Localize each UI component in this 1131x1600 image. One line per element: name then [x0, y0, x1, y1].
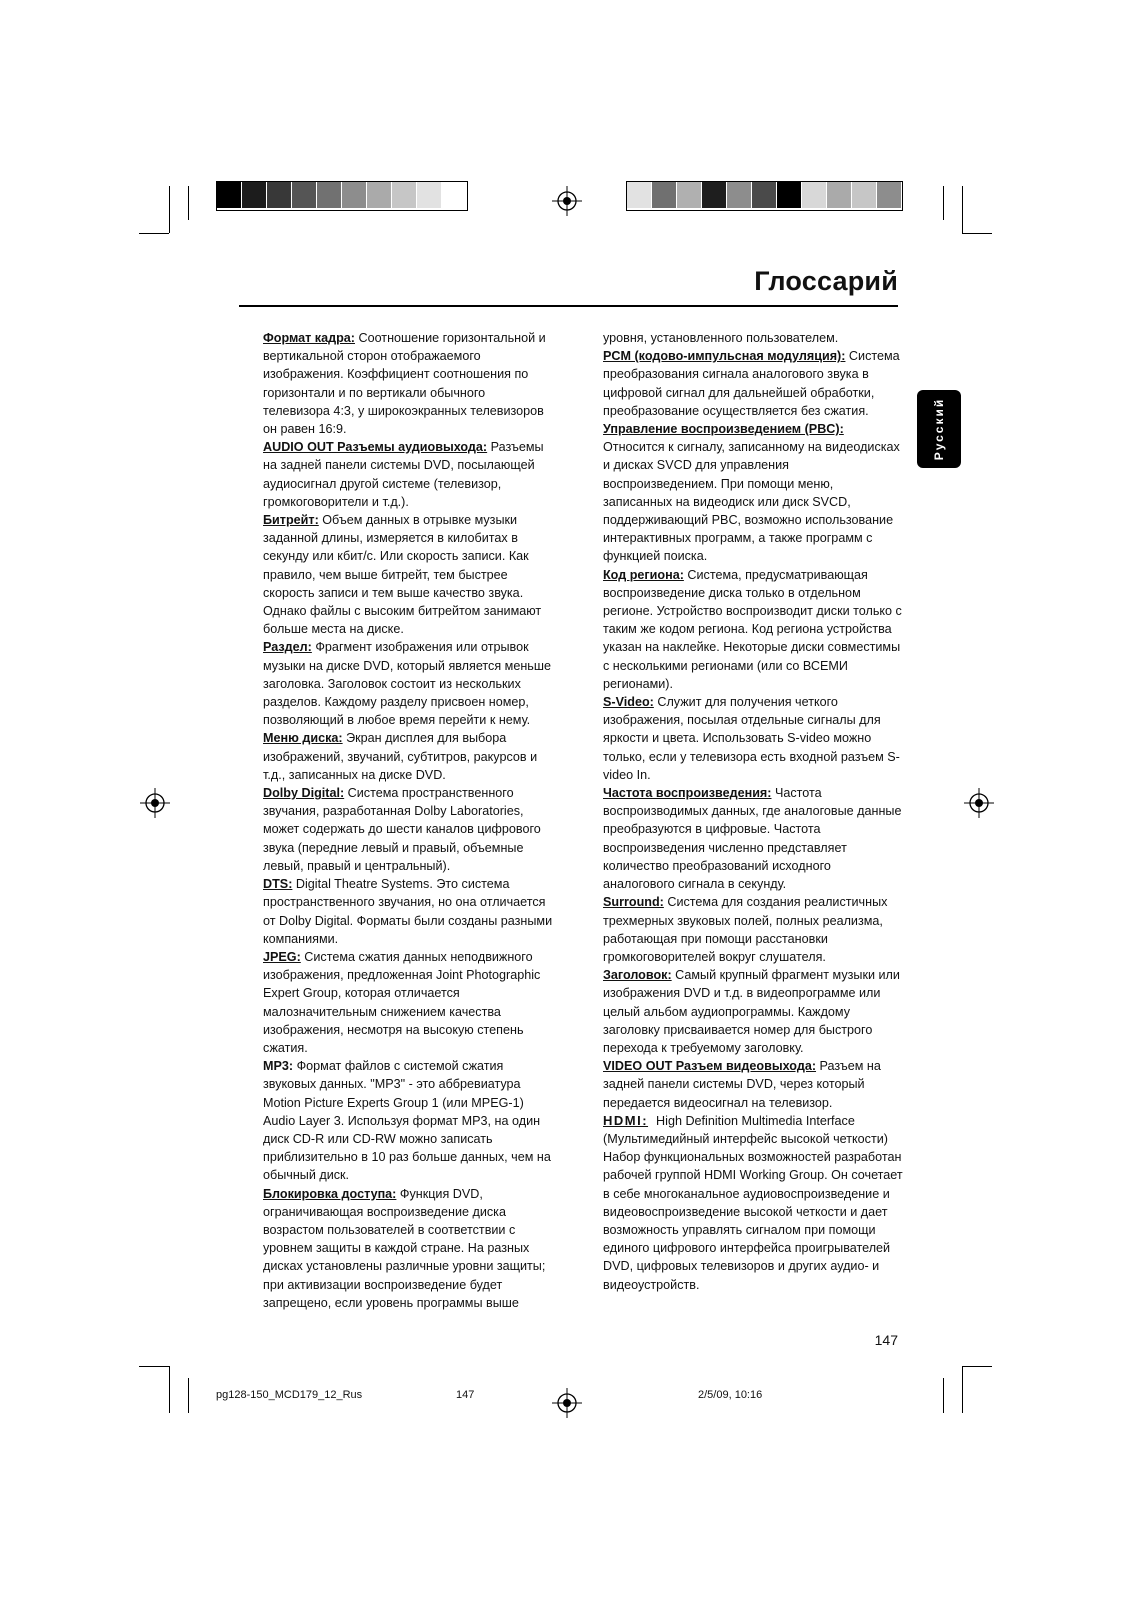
glossary-entry — [263, 329, 555, 438]
glossary-term: DTS: — [263, 877, 293, 892]
registration-mark-left — [140, 788, 170, 818]
calibration-swatch — [242, 182, 267, 208]
glossary-definition: Система для создания реалистичных трехмерных звуковых полей, полных реализма, работающая при помощи расстановки громкоговорителей вокруг слушателя. — [603, 895, 888, 964]
glossary-entry — [263, 729, 555, 784]
calibration-swatch — [752, 182, 777, 208]
glossary-term: Формат кадра: — [263, 331, 355, 345]
registration-mark-top — [552, 186, 582, 216]
footer-page: 147 — [456, 1389, 475, 1401]
calibration-swatch — [342, 182, 367, 208]
glossary-definition: Разъем на задней панели системы DVD, через который передается видеосигнал на телевизор. — [603, 1059, 881, 1110]
glossary-term: VIDEO OUT Разъем видеовыхода: — [603, 1059, 817, 1074]
language-tab-label: Русский — [932, 397, 946, 461]
calibration-swatch — [267, 182, 292, 208]
glossary-definition: Система преобразования сигнала аналогового звука в цифровой сигнал для дальнейшей обработки, преобразование осуществляется без сжатия. — [603, 349, 900, 418]
glossary-definition: Фрагмент изображения или отрывок музыки на диске DVD, который является меньше заголовка. Заголовок состоит из нескольких разделов. Каждому разделу присвоен номер, позволяющий в любое время перейти к нему. — [263, 640, 551, 728]
calibration-swatch — [702, 182, 727, 208]
calibration-swatch — [852, 182, 877, 208]
glossary-term: Меню диска: — [263, 731, 343, 746]
glossary-entry — [603, 566, 903, 693]
glossary-term: JPEG: — [263, 949, 301, 964]
calibration-swatch — [317, 182, 342, 208]
glossary-definition: Служит для получения четкого изображения, посылая отдельные сигналы для яркости и цвета. Использовать S-video можно только, если у телевизора есть входной разъем S-video In. — [603, 695, 900, 782]
glossary-term: Раздел: — [263, 640, 312, 655]
calibration-swatch — [877, 182, 902, 208]
calibration-swatch — [392, 182, 417, 208]
glossary-term: Dolby Digital: — [263, 786, 345, 801]
glossary-definition: Частота воспроизводимых данных, где аналоговые данные преобразуются в цифровые. Частота воспроизведения численно представляет количество преобразований исходного аналогового сигнала в секунду. — [603, 786, 902, 892]
glossary-definition: Функция DVD, ограничивающая воспроизведение диска возрастом пользователей в соответствии с уровнем защиты в каждой стране. На разных дисках установлены различные уровни защиты; при активизации воспроизведение будет запрещено, если уровень программы выше — [263, 1186, 546, 1310]
calibration-swatch — [652, 182, 677, 208]
glossary-term: Код региона: — [603, 567, 684, 582]
glossary-term: Surround: — [603, 895, 664, 910]
glossary-entry-continued — [603, 329, 903, 347]
page-title: Глоссарий — [754, 266, 898, 296]
calibration-swatch — [217, 182, 242, 208]
glossary-column-right — [603, 329, 903, 1294]
glossary-entry — [263, 1185, 555, 1312]
glossary-definition: Соотношение горизонтальной и вертикальной сторон отображаемого изображения. Коэффициент соотношения по горизонтали и по вертикали обычного телевизора 4:3, у широкоэкранных телевизоров он равен 16:9. — [263, 331, 546, 437]
calibration-swatch — [777, 182, 802, 208]
glossary-entry — [263, 638, 555, 729]
glossary-term: AUDIO OUT Разъемы аудиовыхода: — [263, 440, 488, 455]
glossary-term: S-Video: — [603, 695, 654, 710]
glossary-definition: Разъемы на задней панели системы DVD, посылающей аудиосигнал другой системе (телевизор, громкоговорители и т.д.). — [263, 440, 544, 509]
glossary-entry — [603, 693, 903, 784]
glossary-term: Частота воспроизведения: — [603, 786, 772, 801]
glossary-entry — [603, 893, 903, 966]
hdmi-logo: HDMI: — [603, 1112, 649, 1128]
calibration-swatch — [827, 182, 852, 208]
glossary-entry-hdmi — [603, 1112, 903, 1294]
glossary-column-left — [263, 329, 555, 1312]
glossary-definition: Относится к сигналу, записанному на видеодисках и дисках SVCD для управления воспроизведением. При помощи меню, записанных на видеодиск или диск SVCD, поддерживающий PBC, возможно использование интерактивных программ, а также программ с функцией поиска. — [603, 440, 900, 564]
glossary-entry — [263, 875, 555, 948]
calibration-swatch — [627, 182, 652, 208]
glossary-definition: Digital Theatre Systems. Это система пространственного звучания, но она отличается от Dolby Digital. Форматы были созданы разными компаниями. — [263, 877, 553, 946]
glossary-term: PCM (кодово-импульсная модуляция): — [603, 349, 846, 364]
calibration-swatch — [292, 182, 317, 208]
registration-mark-bottom — [552, 1388, 582, 1418]
page-number: 147 — [874, 1332, 898, 1348]
glossary-definition: High Definition Multimedia Interface (Мультимедийный интерфейс высокой четкости) Набор функциональных возможностей разработан рабочей группой HDMI Working Group. Он сочетает в себе многоканальное аудиовоспроизведение и видеовоспроизведение высокой четкости и дает возможность управлять сигналом при помощи единого цифрового интерфейса проигрывателей DVD, цифровых телевизоров и других аудио- и видеоустройств. — [603, 1113, 903, 1292]
glossary-entry — [603, 784, 903, 893]
calibration-swatch — [442, 182, 467, 208]
language-tab — [917, 390, 961, 468]
glossary-definition: Система пространственного звучания, разработанная Dolby Laboratories, может содержать до шести каналов цифрового звука (передние левый и правый, объемные левый, правый и центральный). — [263, 786, 541, 873]
glossary-entry — [603, 420, 903, 566]
glossary-entry — [603, 966, 903, 1057]
glossary-entry — [263, 1057, 555, 1184]
glossary-term: Блокировка доступа: — [263, 1186, 397, 1201]
glossary-term: MP3: — [263, 1059, 294, 1074]
footer-timestamp: 2/5/09, 10:16 — [698, 1389, 763, 1401]
color-calibration-strip-left — [216, 181, 468, 211]
glossary-term: Управление воспроизведением (PBC): — [603, 422, 844, 437]
calibration-swatch — [417, 182, 442, 208]
glossary-definition: уровня, установленного пользователем. — [603, 331, 839, 345]
glossary-entry — [603, 347, 903, 420]
glossary-entry — [263, 784, 555, 875]
glossary-term: Битрейт: — [263, 513, 319, 528]
glossary-entry — [263, 511, 555, 638]
calibration-swatch — [367, 182, 392, 208]
glossary-entry — [263, 438, 555, 511]
glossary-definition: Система сжатия данных неподвижного изображения, предложенная Joint Photographic Expert Group, которая отличается малозначительным снижением качества изображения, несмотря на высокую степень сжатия. — [263, 949, 541, 1055]
calibration-swatch — [727, 182, 752, 208]
glossary-definition: Формат файлов с системой сжатия звуковых данных. "MP3" - это аббревиатура Motion Picture Experts Group 1 (или MPEG-1) Audio Layer 3. Используя формат MP3, на один диск CD-R или CD-RW можно записать приблизительно в 10 раз больше данных, чем на обычный диск. — [263, 1059, 551, 1183]
calibration-swatch — [802, 182, 827, 208]
glossary-entry — [263, 948, 555, 1057]
color-calibration-strip-right — [626, 181, 903, 211]
glossary-entry — [603, 1057, 903, 1112]
glossary-definition: Самый крупный фрагмент музыки или изображения DVD и т.д. в видеопрограмме или целый альбом аудиопрограммы. Каждому заголовку присваивается номер для быстрого перехода к требуемому заголовку. — [603, 968, 900, 1055]
footer-filename: pg128-150_MCD179_12_Rus — [216, 1389, 363, 1401]
title-divider — [239, 305, 898, 307]
glossary-definition: Объем данных в отрывке музыки заданной длины, измеряется в килобитах в секунду или кбит/с. Или скорость записи. Как правило, чем выше битрейт, тем быстрее скорость записи и тем выше качество звука. Однако файлы с высоким битрейтом занимают больше места на диске. — [263, 513, 542, 637]
glossary-definition: Экран дисплея для выбора изображений, звучаний, субтитров, ракурсов и т.д., записанных на диске DVD. — [263, 731, 538, 782]
calibration-swatch — [677, 182, 702, 208]
glossary-term: Заголовок: — [603, 968, 672, 983]
registration-mark-right — [964, 788, 994, 818]
glossary-definition: Система, предусматривающая воспроизведение диска только в отдельном регионе. Устройство воспроизводит диски только с таким же кодом региона. Код региона устройства указан на наклейке. Некоторые диски совместимы с несколькими регионами (или со ВСЕМИ регионами). — [603, 567, 902, 691]
